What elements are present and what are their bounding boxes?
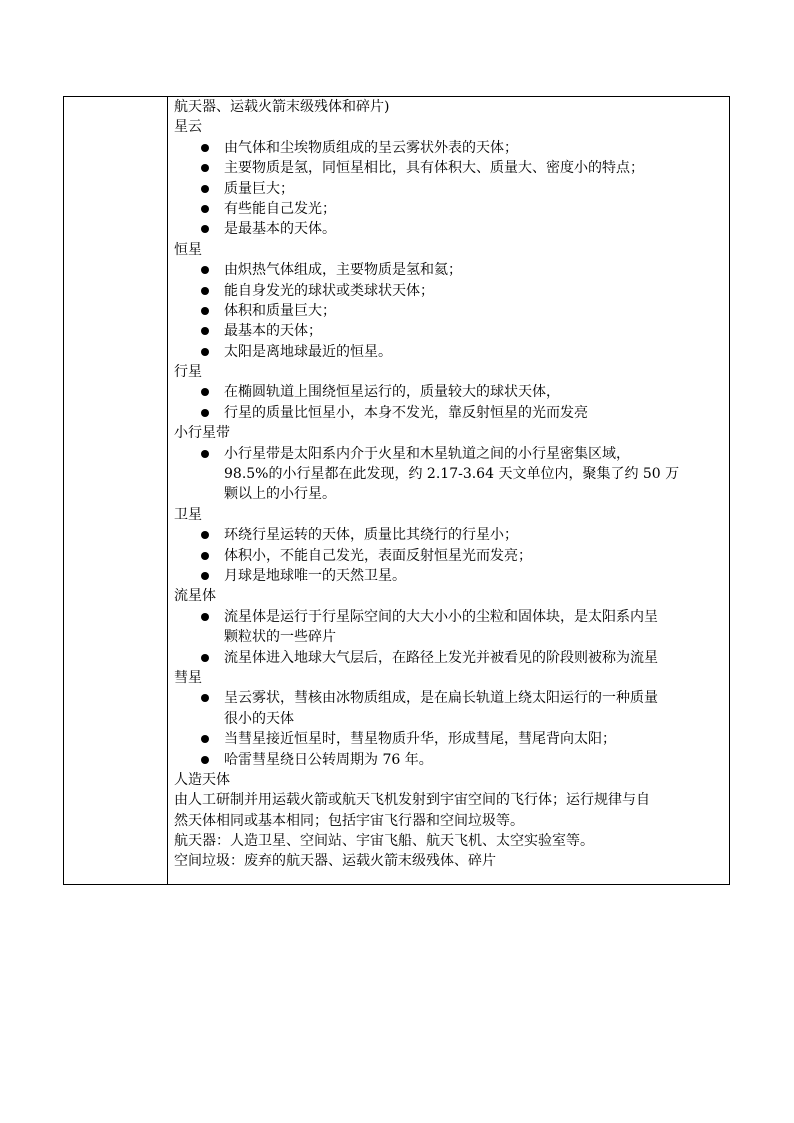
text-line: 行星	[174, 364, 202, 381]
bullet-item	[174, 566, 726, 586]
bullet-icon	[201, 572, 209, 580]
bullet-text: 在椭圆轨道上围绕恒星运行的，质量较大的球状天体，	[224, 384, 560, 401]
table-left-cell	[64, 97, 168, 884]
bullet-text: 行星的质量比恒星小，本身不发光，靠反射恒星的光而发亮	[224, 404, 588, 421]
bullet-text: 最基本的天体；	[224, 323, 322, 340]
bullet-icon	[201, 694, 209, 702]
bullet-item	[174, 525, 726, 545]
bullet-icon	[201, 185, 209, 193]
text-line: 恒星	[174, 241, 202, 258]
bullet-item	[174, 301, 726, 321]
bullet-icon	[201, 327, 209, 335]
bullet-text: 流星体进入地球大气层后，在路径上发光并被看见的阶段则被称为流星	[224, 649, 658, 666]
bullet-text: 哈雷彗星绕日公转周期为 76 年。	[224, 751, 433, 768]
bullet-item	[174, 444, 726, 464]
text-line: 航天器：人造卫星、空间站、宇宙飞船、航天飞机、太空实验室等。	[174, 833, 594, 850]
text-line: 由人工研制并用运载火箭或航天飞机发射到宇宙空间的飞行体；运行规律与自	[174, 792, 650, 809]
bullet-icon	[201, 654, 209, 662]
bullet-item	[174, 158, 726, 178]
bullet-item	[174, 219, 726, 239]
bullet-item	[174, 138, 726, 158]
bullet-item	[174, 199, 726, 219]
bullet-icon	[201, 266, 209, 274]
bullet-text: 是最基本的天体。	[224, 221, 336, 238]
bullet-item	[174, 648, 726, 668]
bullet-icon	[201, 531, 209, 539]
bullet-icon	[201, 613, 209, 621]
bullet-icon	[201, 205, 209, 213]
bullet-item	[174, 546, 726, 566]
text-line: 卫星	[174, 506, 202, 523]
bullet-item	[174, 688, 726, 708]
bullet-item	[174, 342, 726, 362]
bullet-continuation: 很小的天体	[224, 710, 294, 727]
bullet-item	[174, 382, 726, 402]
bullet-icon	[201, 450, 209, 458]
table-right-cell	[174, 97, 726, 872]
bullet-icon	[201, 287, 209, 295]
bullet-icon	[201, 735, 209, 743]
bullet-icon	[201, 409, 209, 417]
bullet-item	[174, 281, 726, 301]
bullet-icon	[201, 552, 209, 560]
text-line: 小行星带	[174, 425, 230, 442]
text-line: 星云	[174, 119, 202, 136]
bullet-continuation: 颗以上的小行星。	[224, 486, 336, 503]
bullet-item	[174, 750, 726, 770]
bullet-item	[174, 260, 726, 280]
bullet-text: 体积小，不能自己发光，表面反射恒星光而发亮；	[224, 547, 532, 564]
text-line: 流星体	[174, 588, 216, 605]
bullet-continuation: 98.5%的小行星都在此发现，约 2.17-3.64 天文单位内，聚集了约 50 万	[224, 466, 680, 483]
bullet-item	[174, 179, 726, 199]
bullet-text: 月球是地球唯一的天然卫星。	[224, 567, 406, 584]
text-line: 空间垃圾：废弃的航天器、运载火箭末级残体、碎片	[174, 853, 496, 870]
bullet-text: 质量巨大；	[224, 180, 294, 197]
bullet-text: 当彗星接近恒星时，彗星物质升华，形成彗尾，彗尾背向太阳；	[224, 731, 616, 748]
bullet-icon	[201, 756, 209, 764]
bullet-icon	[201, 348, 209, 356]
bullet-text: 主要物质是氢，同恒星相比，具有体积大、质量大、密度小的特点；	[224, 160, 644, 177]
bullet-icon	[201, 164, 209, 172]
bullet-text: 能自身发光的球状或类球状天体；	[224, 282, 434, 299]
bullet-text: 有些能自己发光；	[224, 200, 336, 217]
content-table	[63, 96, 730, 885]
bullet-icon	[201, 225, 209, 233]
bullet-continuation: 颗粒状的一些碎片	[224, 629, 336, 646]
bullet-text: 呈云雾状，彗核由冰物质组成，是在扁长轨道上绕太阳运行的一种质量	[224, 690, 658, 707]
bullet-text: 流星体是运行于行星际空间的大大小小的尘粒和固体块，是太阳系内呈	[224, 608, 658, 625]
bullet-text: 环绕行星运转的天体，质量比其绕行的行星小；	[224, 527, 518, 544]
bullet-item	[174, 729, 726, 749]
bullet-item	[174, 607, 726, 627]
text-line: 然天体相同或基本相同；包括宇宙飞行器和空间垃圾等。	[174, 812, 524, 829]
text-line: 人造天体	[174, 771, 230, 788]
bullet-text: 太阳是离地球最近的恒星。	[224, 343, 392, 360]
bullet-text: 体积和质量巨大；	[224, 302, 336, 319]
text-line: 彗星	[174, 669, 202, 686]
text-line: 航天器、运载火箭末级残体和碎片)	[174, 99, 390, 115]
bullet-text: 由炽热气体组成，主要物质是氢和氦；	[224, 262, 462, 279]
bullet-item	[174, 403, 726, 423]
bullet-icon	[201, 144, 209, 152]
bullet-text: 小行星带是太阳系内介于火星和木星轨道之间的小行星密集区域，	[224, 445, 630, 462]
bullet-item	[174, 321, 726, 341]
bullet-icon	[201, 307, 209, 315]
bullet-text: 由气体和尘埃物质组成的呈云雾状外表的天体；	[224, 139, 518, 156]
bullet-icon	[201, 388, 209, 396]
